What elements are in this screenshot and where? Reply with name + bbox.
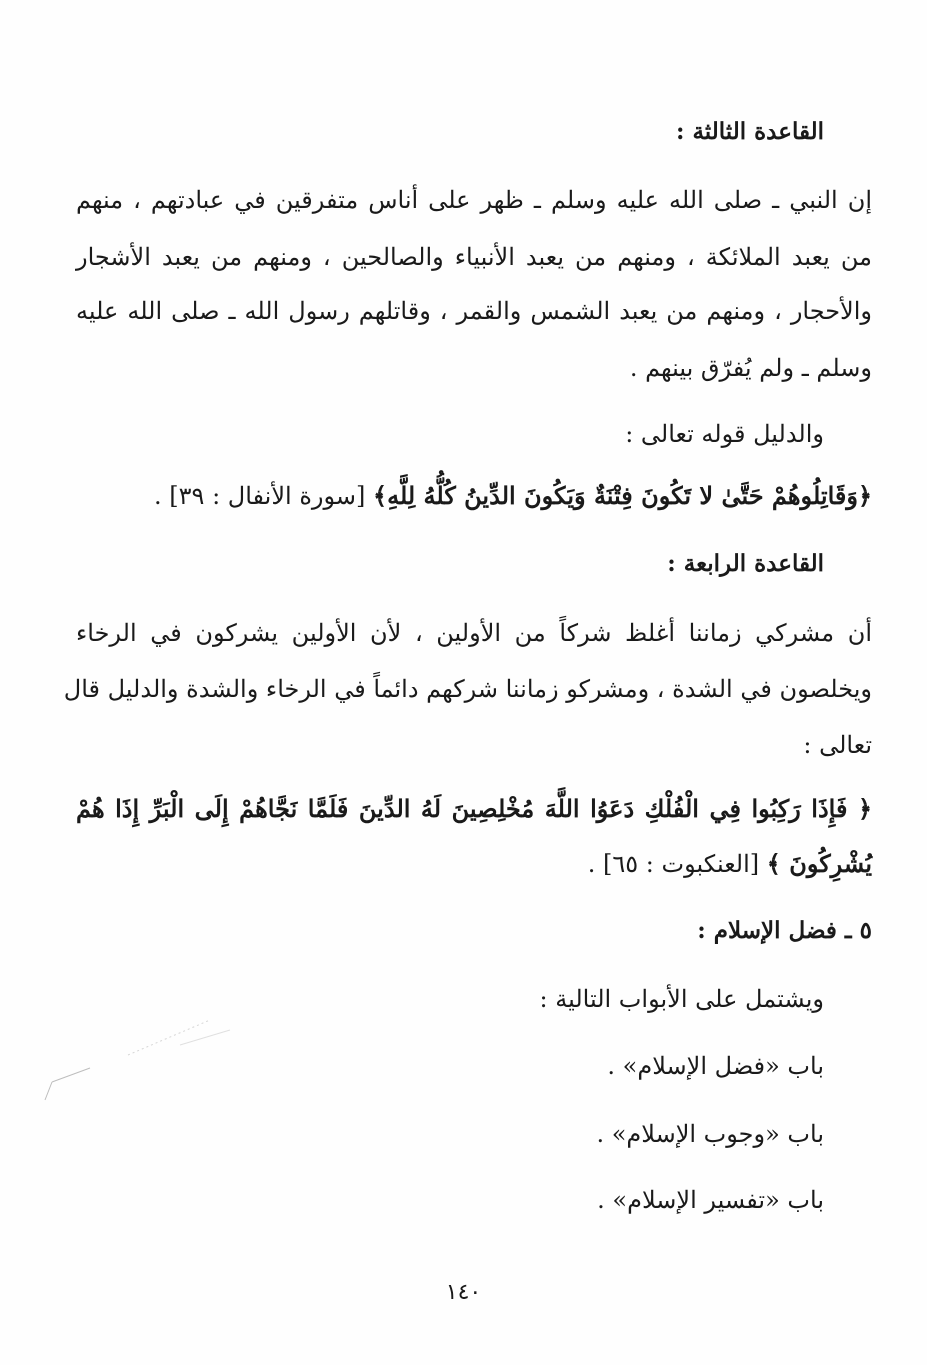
quran-verse-line xyxy=(154,480,872,512)
verse-text: ﴿وَقَاتِلُوهُمْ حَتَّىٰ لا تَكُونَ فِتْنَةٌ وَيَكُونَ الدِّينُ كُلُّهُ لِلَّهِ﴾ xyxy=(373,481,872,510)
paragraph-line: أن مشركي زماننا أغلظ شركاً من الأولين ، لأن الأولين يشركون في الرخاء xyxy=(76,619,872,647)
paragraph-line: والأحجار ، ومنهم من يعبد الشمس والقمر ، وقاتلهم رسول الله ـ صلى الله عليه xyxy=(76,297,872,325)
heading-rule-three: القاعدة الثالثة : xyxy=(675,118,824,145)
heading-rule-four: القاعدة الرابعة : xyxy=(667,550,824,577)
heading-section-five: ٥ ـ فضل الإسلام : xyxy=(697,917,872,944)
chapter-item: باب «فضل الإسلام» . xyxy=(607,1052,824,1080)
quran-verse-line: ﴿ فَإِذَا رَكِبُوا فِي الْفُلْكِ دَعَوُا اللَّهَ مُخْلِصِينَ لَهُ الدِّينَ فَلَمَّا نَجَّاهُمْ إِلَى الْبَرِّ إِذَا هُمْ xyxy=(76,794,872,823)
paragraph-line: إن النبي ـ صلى الله عليه وسلم ـ ظهر على أناس متفرقين في عبادتهم ، منهم xyxy=(76,186,872,214)
chapters-intro: ويشتمل على الأبواب التالية : xyxy=(539,985,824,1013)
verse-reference: [العنكبوت : ٦٥] . xyxy=(587,850,760,878)
chapter-item: باب «وجوب الإسلام» . xyxy=(596,1120,824,1148)
quran-verse-line xyxy=(588,848,872,880)
paragraph-line: تعالى : xyxy=(803,731,872,759)
paragraph-line: ويخلصون في الشدة ، ومشركو زماننا شركهم دائماً في الرخاء والشدة والدليل قال xyxy=(63,675,872,703)
evidence-intro: والدليل قوله تعالى : xyxy=(625,420,824,448)
paragraph-line: من يعبد الملائكة ، ومنهم من يعبد الأنبياء والصالحين ، ومنهم من يعبد الأشجار xyxy=(76,243,872,271)
page-number: ١٤٠ xyxy=(445,1280,482,1305)
verse-text: يُشْرِكُونَ ﴾ xyxy=(766,849,872,878)
verse-reference: [سورة الأنفال : ٣٩] . xyxy=(154,482,366,510)
paragraph-line: وسلم ـ ولم يُفرّق بينهم . xyxy=(629,354,872,382)
chapter-item: باب «تفسير الإسلام» . xyxy=(597,1186,824,1214)
